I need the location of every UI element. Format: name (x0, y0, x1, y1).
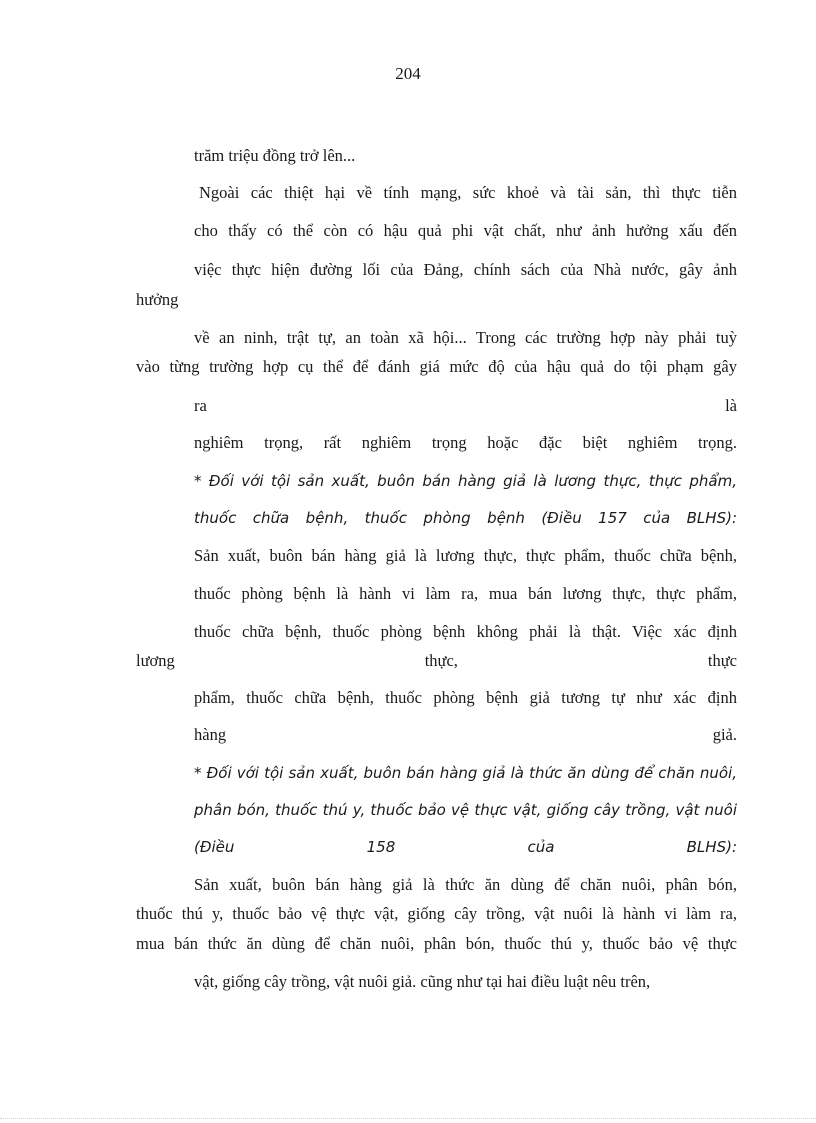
word: là (725, 396, 737, 415)
word: ra (194, 396, 207, 415)
italic-heading-line: thuốc chữa bệnh, thuốc phòng bệnh (Điều 157 của BLHS): (194, 509, 737, 527)
text-line: hưởng (136, 290, 179, 309)
word: hàng (194, 725, 227, 744)
word: BLHS): (686, 838, 737, 856)
text-line: trăm triệu đồng trở lên... (194, 146, 356, 165)
text-line: Sản xuất, buôn bán hàng giả là thức ăn dùng để chăn nuôi, phân bón, (194, 875, 737, 894)
justified-line (194, 836, 737, 858)
italic-heading-line: * Đối với tội sản xuất, buôn bán hàng giả là thức ăn dùng để chăn nuôi, (194, 764, 737, 782)
text-line: cho thấy có thể còn có hậu quả phi vật chất, như ảnh hưởng xấu đến (194, 221, 737, 240)
text-line: thuốc thú y, thuốc bảo vệ thực vật, giống cây trồng, vật nuôi là hành vi làm ra, (136, 904, 737, 923)
word: thực, (424, 651, 458, 670)
justified-line (136, 650, 737, 672)
page-number: 204 (395, 64, 421, 83)
italic-heading-line: * Đối với tội sản xuất, buôn bán hàng giả là lương thực, thực phẩm, (194, 472, 737, 490)
word: giả. (712, 725, 737, 744)
word: 158 (366, 838, 396, 856)
text-line: vật, giống cây trồng, vật nuôi giả. cũng như tại hai điều luật nêu trên, (194, 972, 651, 991)
page-bottom-rule (0, 1118, 816, 1119)
text-line: việc thực hiện đường lối của Đảng, chính sách của Nhà nước, gây ảnh (194, 260, 737, 279)
text-line: thuốc phòng bệnh là hành vi làm ra, mua bán lương thực, thực phẩm, (194, 584, 737, 603)
text-line: mua bán thức ăn dùng để chăn nuôi, phân bón, thuốc thú y, thuốc bảo vệ thực (136, 934, 737, 953)
text-line: Sản xuất, buôn bán hàng giả là lương thực, thực phẩm, thuốc chữa bệnh, (194, 546, 737, 565)
text-line: nghiêm trọng, rất nghiêm trọng hoặc đặc biệt nghiêm trọng. (194, 433, 737, 452)
text-line: về an ninh, trật tự, an toàn xã hội... Trong các trường hợp này phải tuỳ (194, 328, 737, 347)
word: của (527, 838, 555, 856)
text-line: phẩm, thuốc chữa bệnh, thuốc phòng bệnh giả tương tự như xác định (194, 688, 737, 707)
justified-line (194, 724, 737, 746)
word: lương (136, 651, 175, 670)
text-line: thuốc chữa bệnh, thuốc phòng bệnh không phải là thật. Việc xác định (194, 622, 737, 641)
text-line: Ngoài các thiệt hại về tính mạng, sức khoẻ và tài sản, thì thực tiễn (199, 183, 737, 202)
text-line: vào từng trường hợp cụ thể để đánh giá mức độ của hậu quả do tội phạm gây (136, 357, 737, 376)
word: thực (707, 651, 737, 670)
justified-line (194, 395, 737, 417)
word: (Điều (194, 838, 235, 856)
italic-heading-line: phân bón, thuốc thú y, thuốc bảo vệ thực vật, giống cây trồng, vật nuôi (194, 801, 737, 819)
